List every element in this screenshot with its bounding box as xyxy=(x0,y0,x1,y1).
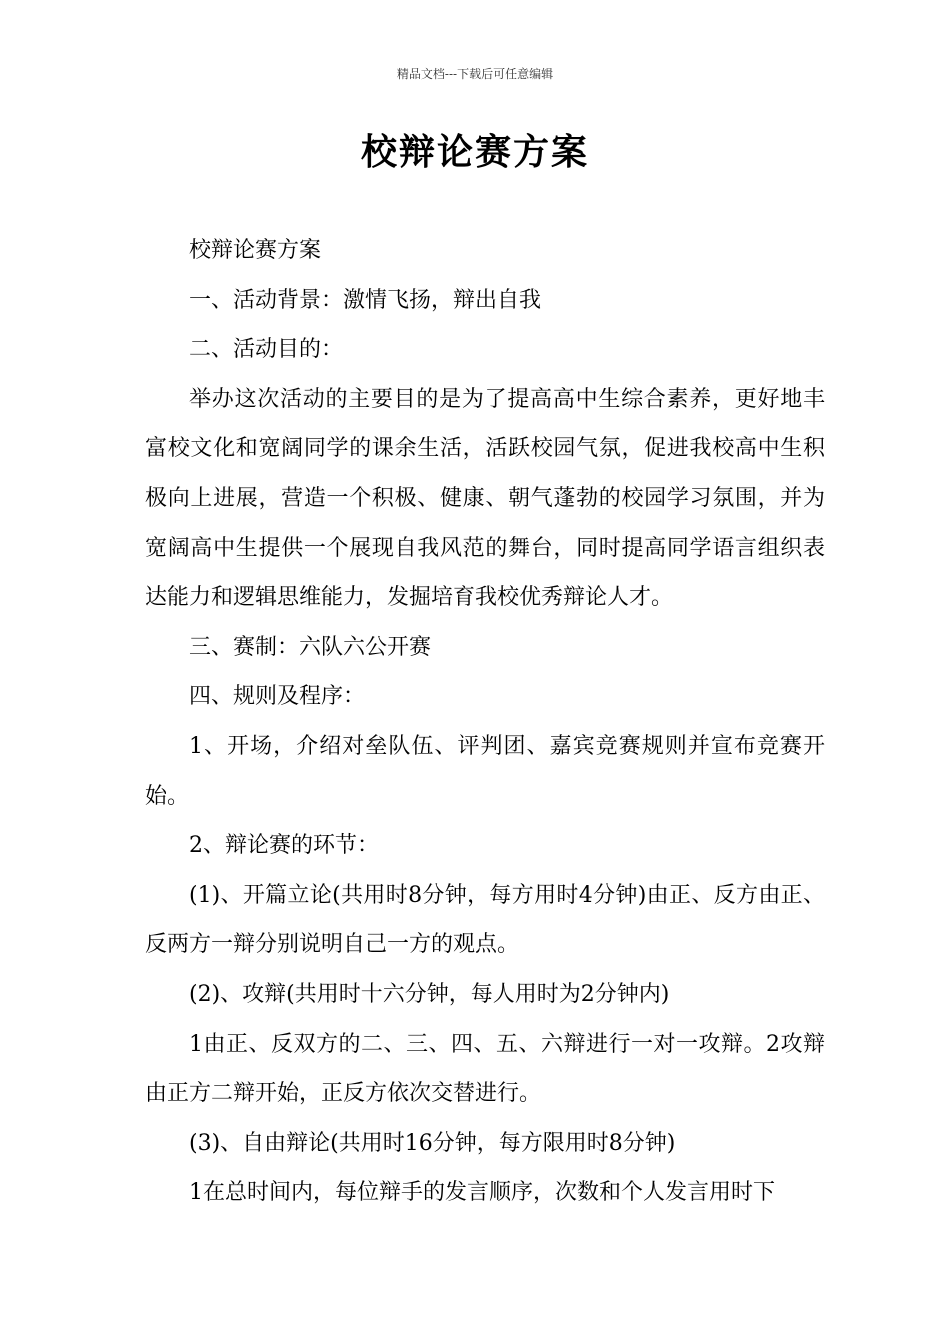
paragraph-subtitle: 校辩论赛方案 xyxy=(189,238,322,263)
paragraph-stages-heading: 2、辩论赛的环节： xyxy=(189,833,379,859)
paragraph-opening: 1、开场，介绍对垒队伍、评判团、嘉宾竞赛规则并宣布竞赛开始。 xyxy=(145,733,825,809)
paragraph-stage-3-detail: 1在总时间内，每位辩手的发言顺序，次数和个人发言用时下 xyxy=(189,1180,775,1206)
paragraph-format: 三、赛制：六队六公开赛 xyxy=(189,634,432,660)
paragraph-purpose-heading: 二、活动目的： xyxy=(189,337,344,363)
paragraph-stage-2-detail: 1由正、反双方的二、三、四、五、六辩进行一对一攻辩。2攻辩由正方二辩开始，正反方依次交替进行。 xyxy=(145,1031,825,1107)
paragraph-purpose: 举办这次活动的主要目的是为了提高高中生综合素养，更好地丰富校文化和宽阔同学的课余生活，活跃校园气氛，促进我校高中生积极向上进展，营造一个积极、健康、朝气蓬勃的校园学习氛围，并为宽阔高中生提供一个展现自我风范的舞台，同时提高同学语言组织表达能力和逻辑思维能力，发掘培育我校优秀辩论人才。 xyxy=(145,386,825,611)
paragraph-stage-3: (3)、自由辩论(共用时16分钟，每方限用时8分钟) xyxy=(189,1130,676,1156)
paragraph-stage-2: (2)、攻辩(共用时十六分钟，每人用时为2分钟内) xyxy=(189,981,670,1007)
document-body xyxy=(145,226,825,1218)
header-note: 精品文档---下载后可任意编辑 xyxy=(396,67,554,81)
paragraph-background: 一、活动背景：激情飞扬，辩出自我 xyxy=(189,287,542,313)
document-title: 校辩论赛方案 xyxy=(360,131,589,173)
paragraph-stage-1: (1)、开篇立论(共用时8分钟，每方用时4分钟)由正、反方由正、反两方一辩分别说明自己一方的观点。 xyxy=(145,882,825,958)
paragraph-rules-heading: 四、规则及程序： xyxy=(189,684,366,710)
